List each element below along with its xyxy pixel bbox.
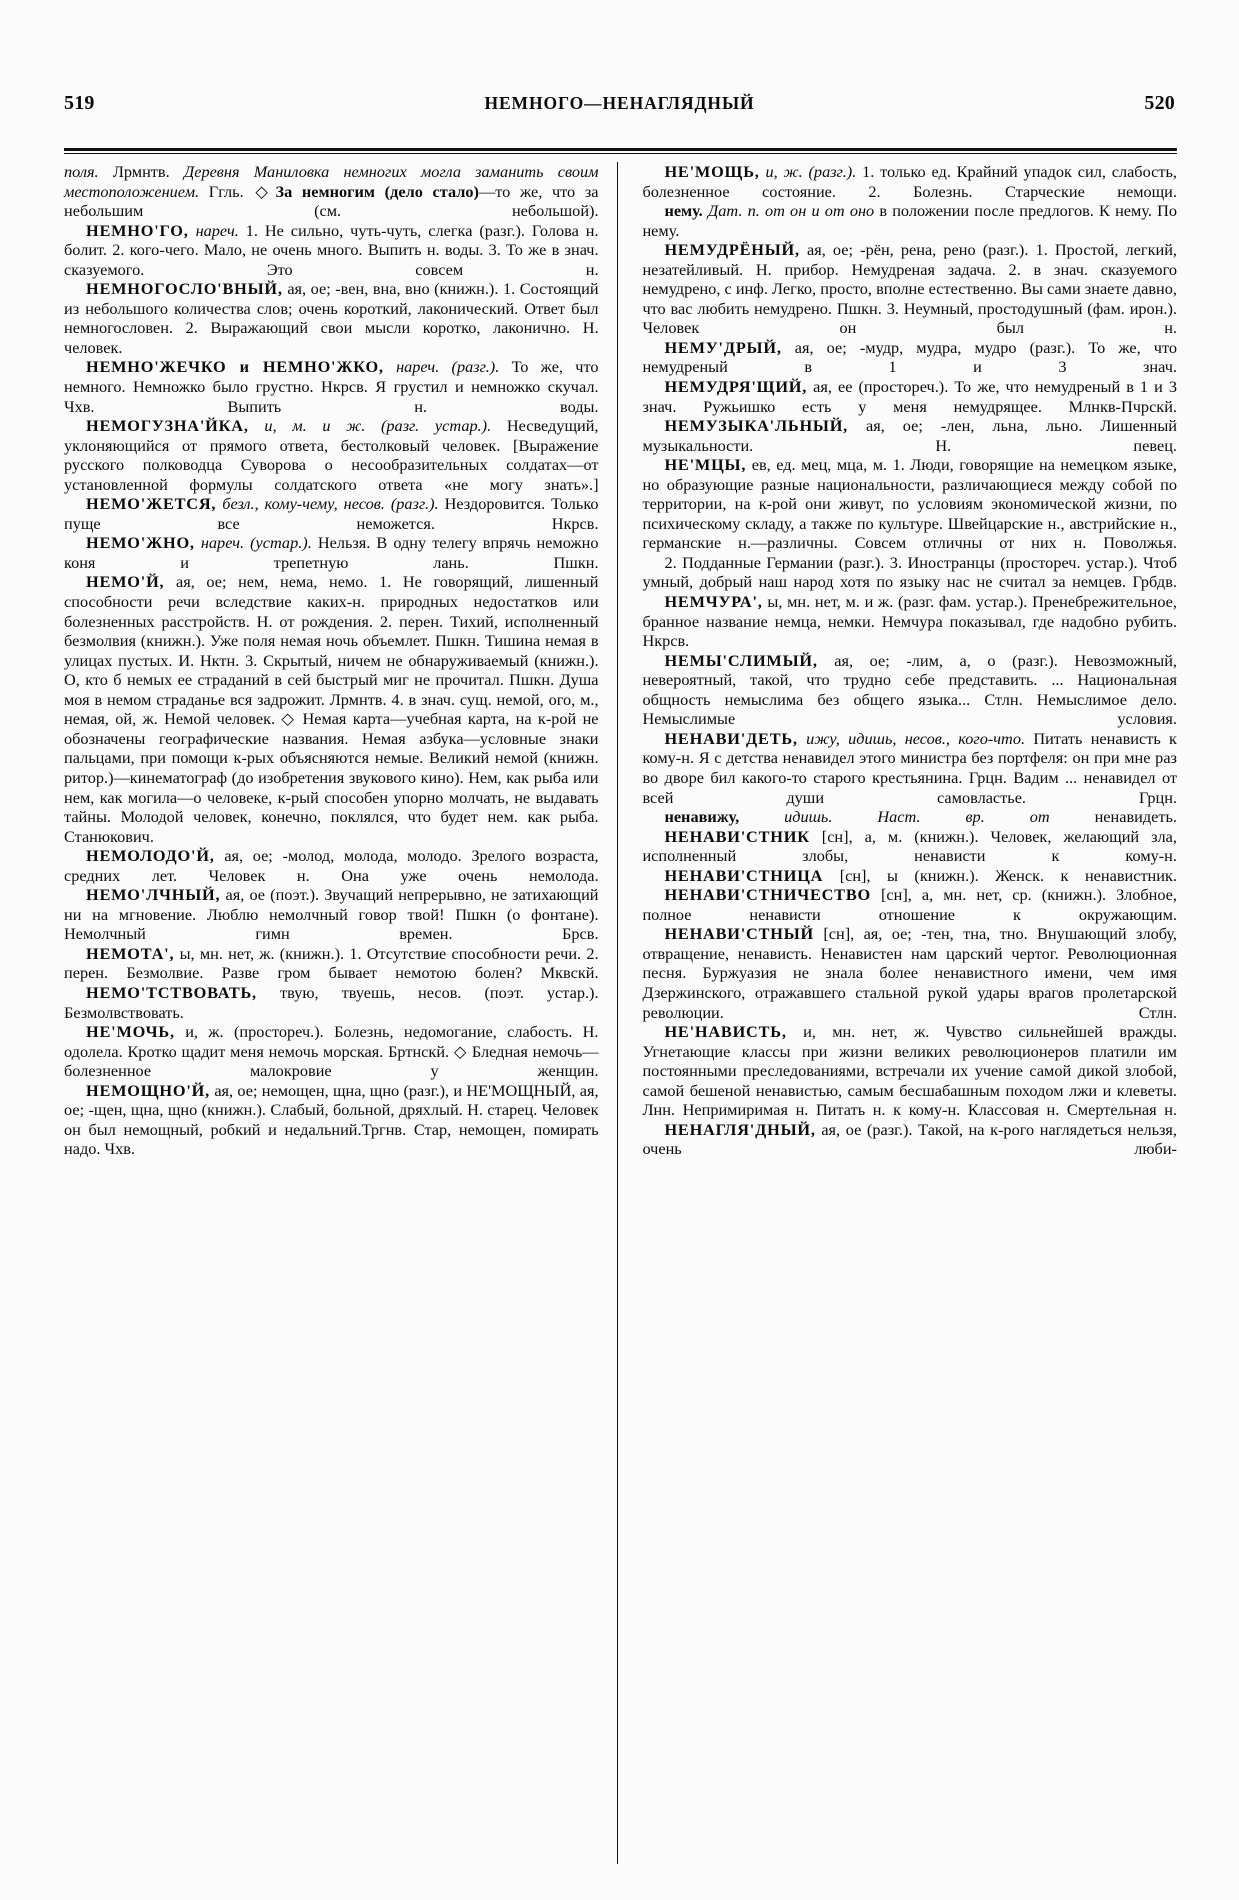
- entry-grammar: нареч. (устар.).: [200, 533, 312, 553]
- entry-headword: НЕМО'ЖНО,: [86, 533, 195, 553]
- entry: [642, 162, 1177, 201]
- entry-grammar: нареч.: [195, 220, 239, 240]
- entry-grammar: [сн], ы (книжн.). Женск. к: [839, 865, 1069, 885]
- entry-body: Безмолвствовать.: [64, 1002, 184, 1022]
- entry: [642, 338, 1177, 377]
- column-left: [64, 162, 612, 1864]
- entry-grammar: и, м. и ж. (разг. устар.).: [264, 416, 492, 436]
- entry: [64, 885, 599, 944]
- entry-headword: НЕНАГЛЯ'ДНЫЙ,: [664, 1119, 816, 1139]
- entry-grammar: и, ж. (разг.).: [765, 162, 857, 181]
- entry-grammar: ая, ое; -лим, а, о (разг.).: [834, 650, 1058, 670]
- entry: [64, 494, 599, 533]
- entry-headword: НЕМО'ТСТВОВАТЬ,: [86, 982, 257, 1002]
- entry-headword: НЕНАВИ'СТНЫЙ: [664, 924, 814, 944]
- entry: [64, 846, 599, 885]
- entry: [642, 885, 1177, 924]
- entry-headword: НЕМУЗЫКА'ЛЬНЫЙ,: [664, 416, 849, 436]
- entry-grammar: [сн], а, м. (книжн.).: [821, 826, 979, 846]
- entry-headword: НЕМО'ЖЕТСЯ,: [86, 494, 217, 514]
- running-head-title: НЕМНОГО—НЕНАГЛЯДНЫЙ: [484, 93, 755, 113]
- entry-headword: НЕНАВИ'СТНИЧЕСТВО: [664, 885, 871, 905]
- entry-body: 1. Люди, говорящие на немецком языке, но образующие разные национальности, различающиеся между собой по территории, на к-рой они живут, по условиям экономической жизни, по психическому складу, а также по культуре. Швейцарские н., австрийские н., германские н.—различны. Совсем отличны от них н. Поволжья.: [642, 455, 1177, 553]
- entry: [642, 651, 1177, 729]
- entry-grammar: ев, ед. мец, мца, м.: [751, 455, 888, 475]
- entry: [642, 924, 1177, 1022]
- entry-headword: НЕ'МОЩЬ,: [664, 162, 760, 181]
- entry-body: Чувство сильнейшей вражды. Угнетающие классы при жизни великих революционеров платили им постоянными преследованиями, встречали их учение самой дикой злобой, самой бешеной ненавистью, самым бесшабашным походом лжи и клеветы. Лнн. Непримиримая н. Питать н. к кому-н. Классовая н. Смертельная н.: [642, 1022, 1177, 1120]
- entry-headword: НЕ'НАВИСТЬ,: [664, 1022, 787, 1042]
- entry-headword: НЕМНО'ГО,: [86, 220, 189, 240]
- entry-headword: НЕ'МОЧЬ,: [86, 1022, 175, 1042]
- entry-grammar: и, ж. (простореч.).: [185, 1022, 324, 1042]
- entry: [64, 533, 599, 572]
- entry: [642, 1120, 1177, 1159]
- entry: [642, 416, 1177, 455]
- entry-body: Нельзя. В одну телегу впрячь неможно коня и трепетную лань. Пшкн.: [64, 533, 599, 572]
- entry-grammar: твую, твуешь, несов. (поэт. устар.).: [279, 982, 599, 1002]
- entry-body: Слабый, больной, дряхлый. Н. старец. Человек он был немощный, робкий и недальний.Тргнв. Стар, немощен, помирать надо. Чхв.: [64, 1100, 599, 1159]
- entry: [642, 1022, 1177, 1120]
- carryover-text-a: поля.: [64, 162, 99, 181]
- entry-body: Человек, желающий зла, исполненный злобы, ненависти к кому-н.: [642, 826, 1177, 866]
- entry-grammar: нареч. (разг.).: [396, 357, 500, 377]
- entry-headword: НЕМУДРЁНЫЙ,: [664, 240, 800, 260]
- entry-grammar: ая, ое; -молод, молода, молодо.: [224, 846, 462, 866]
- entry-body: Питать ненависть к кому-н. Я с детства ненавидел этого министра без портфеля: он при мне раз во дворе бил какого-то старого крестьянина. Грцн. Вадим ... ненавидел от всей души самовластье. Грцн.: [642, 728, 1177, 807]
- folio-right: 520: [1144, 92, 1175, 114]
- entry-headword: НЕМОЩНО'Й,: [86, 1080, 211, 1100]
- entry-grammar: ижу, идишь, несов., кого-что.: [806, 728, 1026, 748]
- entry-body: Нездоровится. Только пуще все неможется. Нкрсв.: [64, 494, 599, 533]
- entry-headword: ненавижу,: [664, 807, 740, 827]
- column-right: [620, 162, 1177, 1864]
- header-rule: [64, 148, 1177, 154]
- rule-thin: [64, 153, 1177, 154]
- entry-body: Звучащий непрерывно, не затихающий ни на мгновение. Люблю немолчный говор твой! Пшкн (о фонтане). Немолчный гимн времен. Брсв.: [64, 885, 599, 944]
- entry-body: То же, что немудреный в 1 и 3 знач.: [642, 337, 1177, 377]
- entry-grammar: ая, ое; -мудр, мудра, мудро (разг.).: [794, 337, 1076, 357]
- entry: [642, 729, 1177, 807]
- entry-body: 1. Не говорящий, лишенный способности речи вследствие каких-н. природных недостатков или болезненных расстройств. Н. от рождения. 2. перен. Тихий, исполненный безмолвия (книжн.). Уже поля немая ночь объемлет. Пшкн. Тишина немая в улицах пустых. И. Нктн. 3. Скрытый, ничем не обнаруживаемый (книжн.). О, кто б немых ее страданий в сей быстрый миг не прочитал. Пшкн. Душа моя в немом страданье вся задрожит. Лрмнтв. 4. в знач. сущ. немой, ого, м., немая, ой, ж. Немой человек. ◇ Немая карта—учебная карта, на к-рой не обозначены географические названия. Немая азбука—условные знаки пальцами, при помощи к-рых объясняются немые. Великий немой (книжн. ритор.)—кинематограф (до изобретения звукового кино). Нем, как рыба или нем, как могила—о человеке, к-рый способен упорно молчать, не выдавать тайны. Молодой человек, конечно, поклялся, что будет нем. как рыба. Станюкович.: [64, 572, 599, 846]
- entry-headword: НЕМУ'ДРЫЙ,: [664, 337, 782, 357]
- entry: [642, 807, 1177, 827]
- entry-body: ненавидеть.: [1094, 807, 1177, 827]
- entry-body: Лишенный музыкальности. Н. певец.: [642, 416, 1177, 455]
- entry-grammar: безл., кому-чему, несов. (разг.).: [222, 494, 439, 514]
- running-head: [64, 92, 1175, 120]
- entry-headword: НЕМОГУЗНА'ЙКА,: [86, 416, 249, 436]
- entry-grammar: ая, ее (простореч.).: [813, 377, 949, 397]
- entry-grammar: ая, ое; немощен, щна, щно (разг.), и НЕ'МОЩНЫЙ, ая, ое; -щен, щна, щно (книжн.).: [64, 1080, 599, 1120]
- entry-body: в положении после предлогов. К нему. По нему.: [642, 201, 1177, 240]
- entry-grammar: ы, мн. нет, ж. (книжн.).: [179, 943, 345, 963]
- entry-headword: НЕМОЛОДО'Й,: [86, 846, 215, 866]
- entry: [64, 357, 599, 416]
- entry-headword: НЕНАВИ'ДЕТЬ,: [664, 728, 798, 748]
- entry: [64, 944, 599, 983]
- entry-body: 1. Отсутствие способности речи. 2. перен. Безмолвие. Разве гром бывает немотою болен? Мквскй.: [64, 943, 599, 983]
- entry-headword: НЕМЧУРА',: [664, 592, 763, 612]
- entry-headword: НЕНАВИ'СТНИЦА: [664, 865, 824, 885]
- entry: [642, 866, 1177, 886]
- entry: [642, 240, 1177, 338]
- entry: [642, 827, 1177, 866]
- text-columns: [64, 162, 1177, 1864]
- entry-grammar: ая, ое (разг.).: [821, 1119, 913, 1139]
- entry-body: 1. Простой, легкий, незатейливый. Н. прибор. Немудреная задача. 2. в знач. сказуемого немудрено, с инф. Легко, просто, вполне естественно. Вы сами знаете давно, что вас любить немудрено. Пшкн. 3. Неумный, простодушный (фам. ирон.). Человек он был н.: [642, 240, 1177, 338]
- entry-body: 1. только ед. Крайний упадок сил, слабость, болезненное состояние. 2. Болезнь. Старческие немощи.: [642, 162, 1177, 201]
- carryover-source-a: Лрмнтв.: [112, 162, 170, 181]
- entry-body: 2. Подданные Германии (разг.). 3. Иностранцы (простореч. устар.). Чтоб умный, добрый наш народ хотя по языку нас не считал за немцев. Грбдв.: [642, 552, 1177, 592]
- entry-headword: НЕМО'ЛЧНЫЙ,: [86, 885, 221, 905]
- entry: [64, 1022, 599, 1081]
- entry-body: ненавистник.: [1084, 865, 1177, 885]
- entry-headword: НЕМОТА',: [86, 943, 175, 963]
- entry: [64, 1081, 599, 1159]
- entry: [642, 201, 1177, 240]
- entry-body: То же, что немного. Немножко было грустно. Нкрсв. Я грустил и немножко скучал. Чхв. Выпить н. воды.: [64, 357, 599, 416]
- entry-body: Пренебрежительное, бранное название немца, немки. Немчура показывал, где надобно рубить. Нкрсв.: [642, 592, 1177, 651]
- entry-grammar: ая, ое; -лен, льна, льно.: [866, 416, 1083, 436]
- entry-body: 1. Состоящий из небольшого количества слов; очень короткий, лаконический. Ответ был немногословен. 2. Выражающий свои мысли коротко, лаконично. Н. человек.: [64, 279, 599, 357]
- entry-body: 1. Не сильно, чуть-чуть, слегка (разг.). Голова н. болит. 2. кого-чего. Мало, не очень много. Выпить н. воды. 3. То же в знач. сказуемого. Это совсем н.: [64, 220, 599, 279]
- carryover-idiom: За немногим (дело стало): [275, 181, 479, 201]
- entry-grammar: Дат. п. от он и от оно: [707, 201, 875, 221]
- carryover-source-b: Ггль.: [208, 181, 244, 201]
- entry-headword: НЕ'МЦЫ,: [664, 455, 747, 475]
- carryover-tail: —то же, что за небольшим (см. небольшой).: [64, 181, 599, 221]
- entry-grammar: ая, ое; -вен, вна, вно (книжн.).: [287, 279, 499, 299]
- entry: [64, 279, 599, 357]
- entry-grammar: ая, ое; нем, нема, немо.: [176, 572, 368, 592]
- entry-body: Болезнь, недомогание, слабость. Н. одолела. Кротко щадит меня немочь морская. Бртнскй. ◇ Бледная немочь—болезненное малокровие у женщин.: [64, 1022, 599, 1081]
- entry-grammar: ая, ое; -рён, рена, рено (разг.).: [807, 240, 1029, 260]
- entry-grammar: и, мн. нет, ж.: [803, 1022, 930, 1042]
- entry: [64, 572, 599, 846]
- entry-body: Невозможный, невероятный, такой, что трудно себе представить. ... Национальная общность немыслима без общего языка... Стлн. Немыслимое дело. Немыслимые условия.: [642, 650, 1177, 729]
- entry-grammar: ы, мн. нет, м. и ж. (разг. фам. устар.).: [767, 592, 1028, 612]
- entry-grammar: идишь. Наст. вр. от: [784, 807, 1050, 827]
- entry-grammar: ая, ое (поэт.).: [225, 885, 320, 905]
- entry-body: Такой, на к-рого наглядеться нельзя, очень люби-: [642, 1119, 1177, 1159]
- folio-left: 519: [64, 92, 95, 114]
- entry-headword: НЕМЫ'СЛИМЫЙ,: [664, 650, 818, 670]
- entry-body: Злобное, полное ненависти отношение к окружающим.: [642, 885, 1177, 924]
- entry-body: То же, что немудреный в 1 и 3 знач. Ружьишко есть у меня немудрящее. Млнкв-Пчрскй.: [642, 377, 1177, 416]
- entry-body: Внушающий злобу, отвращение, ненависть. Ненавистен нам царский чертог. Революционная песня. Буржуазия не знала более ненавистного имени, чем имя Дзержинского, отражавшего стальной рукой удары врагов пролетарской революции. Стлн.: [642, 924, 1177, 1022]
- entry-headword: НЕНАВИ'СТНИК: [664, 826, 810, 846]
- diamond-icon: ◇: [255, 181, 274, 201]
- entry-headword: НЕМУДРЯ'ЩИЙ,: [664, 377, 808, 397]
- entry-headword: НЕМО'Й,: [86, 572, 165, 592]
- entry: [64, 983, 599, 1022]
- entry-continuation: [642, 553, 1177, 592]
- rule-thick: [64, 148, 1177, 151]
- entry-body: Несведущий, уклоняющийся от прямого ответа, бестолковый человек. [Выражение русского полководца Суворова о несообразительных солдатах—от установленной формулы солдатского ответа «не могу знать».]: [64, 416, 599, 494]
- entry: [64, 221, 599, 280]
- entry: [642, 592, 1177, 651]
- entry: [642, 455, 1177, 553]
- entry-headword: НЕМНОГОСЛО'ВНЫЙ,: [86, 279, 283, 299]
- entry-headword: НЕМНО'ЖЕЧКО и НЕМНО'ЖКО,: [86, 357, 384, 377]
- entry-body: Зрелого возраста, средних лет. Человек н. Она уже очень немолода.: [64, 846, 599, 885]
- entry-headword: нему.: [664, 201, 703, 221]
- entry-grammar: [сн], ая, ое; -тен, тна, тно.: [823, 924, 1028, 944]
- entry: [64, 416, 599, 494]
- carryover-paragraph: [64, 162, 599, 221]
- entry-grammar: [сн], а, мн. нет, ср. (книжн.).: [881, 885, 1107, 905]
- entry: [642, 377, 1177, 416]
- carryover-quote-a: Деревня Маниловка немногих могла заманить своим местоположением.: [64, 162, 599, 201]
